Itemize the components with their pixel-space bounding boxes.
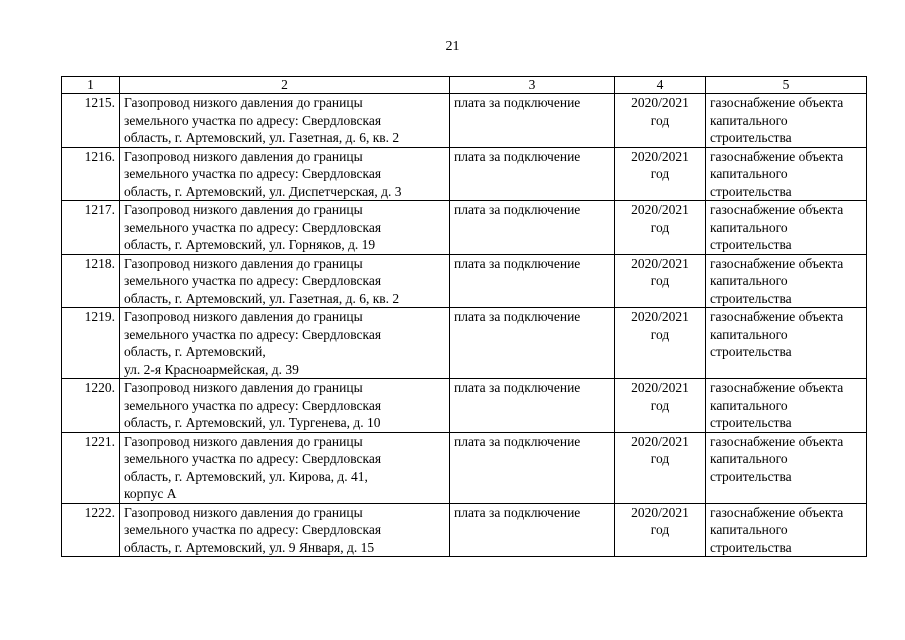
investment-source-cell: плата за подключение xyxy=(450,147,615,201)
investment-source-cell: плата за подключение xyxy=(450,379,615,433)
object-name-cell xyxy=(120,432,450,503)
header-cell-5: 5 xyxy=(706,77,867,94)
header-cell-1: 1 xyxy=(62,77,120,94)
object-name-cell xyxy=(120,503,450,557)
row-number-cell: 1222. xyxy=(62,503,120,557)
object-name-line: область, г. Артемовский, xyxy=(124,344,266,359)
purpose-cell xyxy=(706,94,867,148)
purpose-line: газоснабжение объекта xyxy=(710,202,844,217)
year-line: год xyxy=(650,326,670,342)
year-line: 2020/2021 xyxy=(631,148,689,164)
object-name-line: земельного участка по адресу: Свердловская xyxy=(124,451,382,466)
year-cell xyxy=(615,379,706,433)
purpose-line: газоснабжение объекта xyxy=(710,380,844,395)
year-line: 2020/2021 xyxy=(631,202,689,217)
object-name-line: область, г. Артемовский, ул. Газетная, д. 6, кв. 2 xyxy=(124,130,400,145)
object-name-line: Газопровод низкого давления до границы xyxy=(124,433,363,449)
year-line: год xyxy=(650,522,670,537)
purpose-line: строительства xyxy=(710,539,792,555)
object-name-cell xyxy=(120,201,450,255)
year-cell xyxy=(615,432,706,503)
table-header-row xyxy=(62,77,867,94)
purpose-line: капитального xyxy=(710,451,788,466)
object-name-line: земельного участка по адресу: Свердловская xyxy=(124,166,382,181)
purpose-cell xyxy=(706,379,867,433)
row-number-cell: 1220. xyxy=(62,379,120,433)
table-row xyxy=(62,503,867,557)
purpose-line: капитального xyxy=(710,112,788,128)
object-name-line: Газопровод низкого давления до границы xyxy=(124,309,363,324)
object-name-line: область, г. Артемовский, ул. Газетная, д. 6, кв. 2 xyxy=(124,290,400,306)
table-row xyxy=(62,201,867,255)
year-line: год xyxy=(650,219,670,235)
header-cell-2: 2 xyxy=(120,77,450,94)
object-name-cell xyxy=(120,254,450,308)
investment-source-cell: плата за подключение xyxy=(450,432,615,503)
object-name-line: Газопровод низкого давления до границы xyxy=(124,380,363,395)
investment-source-cell: плата за подключение xyxy=(450,254,615,308)
object-name-line: Газопровод низкого давления до границы xyxy=(124,148,363,164)
investment-source-cell: плата за подключение xyxy=(450,94,615,148)
purpose-line: газоснабжение объекта xyxy=(710,504,844,520)
object-name-cell xyxy=(120,379,450,433)
document-table xyxy=(61,76,867,557)
object-name-cell xyxy=(120,308,450,379)
purpose-line: газоснабжение объекта xyxy=(710,148,844,164)
purpose-line: капитального xyxy=(710,166,788,181)
purpose-line: строительства xyxy=(710,468,792,484)
object-name-line: область, г. Артемовский, ул. Диспетчерская, д. 3 xyxy=(124,183,402,199)
purpose-line: строительства xyxy=(710,130,792,145)
purpose-line: строительства xyxy=(710,183,792,199)
purpose-line: строительства xyxy=(710,290,792,306)
year-line: год xyxy=(650,112,670,128)
header-cell-3: 3 xyxy=(450,77,615,94)
purpose-line: газоснабжение объекта xyxy=(710,95,844,110)
object-name-line: земельного участка по адресу: Свердловская xyxy=(124,112,382,128)
year-cell xyxy=(615,94,706,148)
object-name-cell xyxy=(120,94,450,148)
year-line: 2020/2021 xyxy=(631,95,689,110)
purpose-line: капитального xyxy=(710,522,788,537)
year-cell xyxy=(615,147,706,201)
purpose-line: капитального xyxy=(710,326,788,342)
object-name-line: область, г. Артемовский, ул. Кирова, д. 41, xyxy=(124,468,368,484)
table-row xyxy=(62,432,867,503)
object-name-line: Газопровод низкого давления до границы xyxy=(124,504,363,520)
purpose-cell xyxy=(706,254,867,308)
header-cell-4: 4 xyxy=(615,77,706,94)
object-name-line: земельного участка по адресу: Свердловская xyxy=(124,219,382,235)
year-cell xyxy=(615,503,706,557)
row-number-cell: 1221. xyxy=(62,432,120,503)
purpose-line: строительства xyxy=(710,344,792,359)
purpose-cell xyxy=(706,308,867,379)
object-name-line: ул. 2-я Красноармейская, д. 39 xyxy=(124,361,299,377)
object-name-line: земельного участка по адресу: Свердловская xyxy=(124,326,382,342)
object-name-line: земельного участка по адресу: Свердловская xyxy=(124,273,382,288)
object-name-line: область, г. Артемовский, ул. 9 Января, д. 15 xyxy=(124,539,375,555)
row-number-cell: 1219. xyxy=(62,308,120,379)
object-name-line: земельного участка по адресу: Свердловская xyxy=(124,522,382,537)
year-cell xyxy=(615,201,706,255)
object-name-line: Газопровод низкого давления до границы xyxy=(124,202,363,217)
object-name-line: корпус А xyxy=(124,486,177,501)
row-number-cell: 1217. xyxy=(62,201,120,255)
row-number-cell: 1215. xyxy=(62,94,120,148)
purpose-line: газоснабжение объекта xyxy=(710,309,844,324)
table-row xyxy=(62,94,867,148)
year-cell xyxy=(615,254,706,308)
year-cell xyxy=(615,308,706,379)
year-line: год xyxy=(650,166,670,181)
table-row xyxy=(62,254,867,308)
investment-source-cell: плата за подключение xyxy=(450,201,615,255)
table-row xyxy=(62,147,867,201)
page-number: 21 xyxy=(445,39,460,54)
investment-source-cell: плата за подключение xyxy=(450,503,615,557)
object-name-line: область, г. Артемовский, ул. Тургенева, д. 10 xyxy=(124,415,381,430)
table-row xyxy=(62,308,867,379)
object-name-line: Газопровод низкого давления до границы xyxy=(124,95,363,110)
purpose-line: газоснабжение объекта xyxy=(710,433,844,449)
year-line: год xyxy=(650,273,670,288)
year-line: 2020/2021 xyxy=(631,255,689,271)
row-number-cell: 1216. xyxy=(62,147,120,201)
purpose-line: строительства xyxy=(710,415,792,430)
object-name-line: земельного участка по адресу: Свердловская xyxy=(124,397,382,413)
purpose-cell xyxy=(706,432,867,503)
investment-source-cell: плата за подключение xyxy=(450,308,615,379)
year-line: 2020/2021 xyxy=(631,309,689,324)
year-line: 2020/2021 xyxy=(631,380,689,395)
object-name-cell xyxy=(120,147,450,201)
object-name-line: область, г. Артемовский, ул. Горняков, д. 19 xyxy=(124,237,376,252)
purpose-cell xyxy=(706,503,867,557)
year-line: год xyxy=(650,397,670,413)
purpose-line: капитального xyxy=(710,397,788,413)
year-line: 2020/2021 xyxy=(631,504,689,520)
row-number-cell: 1218. xyxy=(62,254,120,308)
object-name-line: Газопровод низкого давления до границы xyxy=(124,255,363,271)
purpose-cell xyxy=(706,147,867,201)
purpose-line: газоснабжение объекта xyxy=(710,255,844,271)
year-line: год xyxy=(650,451,670,466)
table-row xyxy=(62,379,867,433)
year-line: 2020/2021 xyxy=(631,433,689,449)
purpose-line: капитального xyxy=(710,219,788,235)
purpose-cell xyxy=(706,201,867,255)
purpose-line: строительства xyxy=(710,237,792,252)
purpose-line: капитального xyxy=(710,273,788,288)
